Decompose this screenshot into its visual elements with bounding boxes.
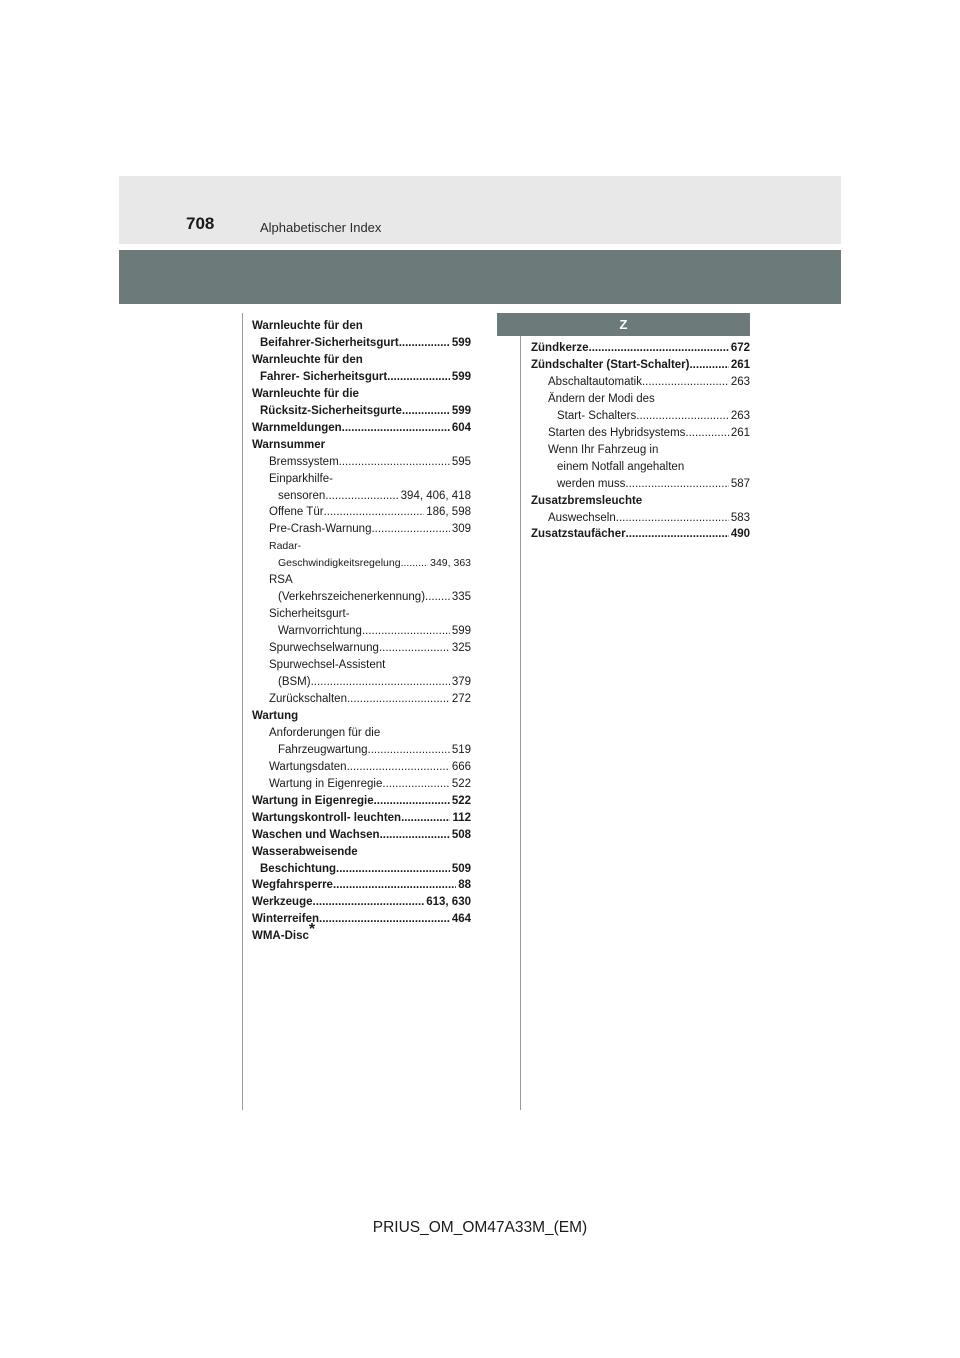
index-entry-page: 349, 363 bbox=[430, 557, 471, 570]
index-entry bbox=[531, 357, 750, 374]
dot-leader bbox=[636, 408, 729, 425]
dot-leader bbox=[401, 555, 429, 572]
index-entry-page: 464 bbox=[451, 913, 471, 926]
dot-leader bbox=[324, 504, 425, 521]
index-entry-term: (Verkehrszeichenerkennung) bbox=[278, 591, 426, 604]
index-entry bbox=[252, 844, 471, 861]
dot-leader bbox=[382, 776, 449, 793]
section-title: Alphabetischer Index bbox=[260, 220, 382, 235]
dot-leader bbox=[347, 691, 450, 708]
dot-leader bbox=[642, 374, 729, 391]
dot-leader bbox=[626, 526, 729, 543]
index-entry bbox=[252, 861, 471, 878]
index-entry bbox=[252, 725, 471, 742]
index-entry-page: 519 bbox=[451, 743, 471, 756]
dot-leader bbox=[402, 403, 450, 420]
page-number: 708 bbox=[186, 214, 215, 233]
dot-leader bbox=[401, 810, 450, 827]
dot-leader bbox=[325, 488, 398, 505]
header-band bbox=[119, 250, 841, 304]
index-entry-page: 309 bbox=[451, 523, 471, 536]
footnote-marker: * bbox=[308, 921, 316, 939]
dot-leader bbox=[313, 894, 425, 911]
index-entry-page: 272 bbox=[451, 692, 471, 705]
index-entry-term: Wartung bbox=[252, 709, 299, 722]
index-entry-term: Warnleuchte für den bbox=[252, 353, 363, 366]
index-entry-page: 335 bbox=[451, 591, 471, 604]
dot-leader bbox=[362, 623, 450, 640]
index-entry bbox=[531, 391, 750, 408]
index-entry-term: Ändern der Modi des bbox=[548, 392, 655, 405]
index-entry-term: Warnsummer bbox=[252, 438, 326, 451]
index-entry-page: 595 bbox=[451, 455, 471, 468]
index-entry-term: einem Notfall angehalten bbox=[557, 460, 685, 473]
index-column-right bbox=[531, 340, 750, 543]
dot-leader bbox=[387, 369, 450, 386]
dot-leader bbox=[347, 759, 450, 776]
index-entry bbox=[252, 623, 471, 640]
dot-leader bbox=[311, 674, 450, 691]
column-divider-right bbox=[520, 313, 521, 1110]
index-entry-page: 490 bbox=[730, 528, 750, 541]
index-entry-term: Beschichtung bbox=[260, 862, 337, 875]
index-entry-term: RSA bbox=[269, 574, 293, 587]
index-entry-term: Start- Schalters bbox=[557, 409, 637, 422]
index-entry-term: werden muss bbox=[557, 477, 626, 490]
dot-leader bbox=[371, 521, 449, 538]
index-entry bbox=[252, 877, 471, 894]
index-entry bbox=[252, 420, 471, 437]
index-entry bbox=[252, 572, 471, 589]
index-entry-term: Bremssystem bbox=[269, 455, 339, 468]
dot-leader bbox=[380, 827, 450, 844]
index-entry bbox=[252, 911, 471, 928]
index-entry-page: 522 bbox=[451, 794, 471, 807]
index-entry-term: Radar- bbox=[269, 540, 302, 553]
index-entry bbox=[252, 403, 471, 420]
dot-leader bbox=[319, 911, 450, 928]
index-entry bbox=[252, 454, 471, 471]
dot-leader bbox=[589, 340, 729, 357]
index-entry-term: Warnleuchte für den bbox=[252, 320, 363, 332]
index-entry-page: 186, 598 bbox=[426, 506, 471, 519]
index-entry bbox=[252, 691, 471, 708]
index-entry bbox=[252, 437, 471, 454]
index-entry-term: Pre-Crash-Warnung bbox=[269, 523, 372, 536]
dot-leader bbox=[689, 357, 728, 374]
index-entry-term: Zündschalter (Start-Schalter) bbox=[531, 358, 690, 371]
index-entry-page: 666 bbox=[451, 760, 471, 773]
index-entry bbox=[531, 526, 750, 543]
index-entry-term: (BSM) bbox=[278, 676, 311, 689]
index-entry-page: 599 bbox=[451, 625, 471, 638]
index-entry bbox=[252, 640, 471, 657]
dot-leader bbox=[336, 861, 450, 878]
index-entry-term: Wartungskontroll- leuchten bbox=[252, 811, 402, 824]
index-entry bbox=[252, 793, 471, 810]
dot-leader bbox=[374, 793, 450, 810]
index-entry-term: Wartung in Eigenregie bbox=[269, 777, 383, 790]
index-entry-term: Zusatzstaufächer bbox=[531, 528, 626, 541]
index-entry bbox=[252, 657, 471, 674]
document-footer: PRIUS_OM_OM47A33M_(EM) bbox=[372, 1219, 588, 1236]
dot-leader bbox=[379, 640, 450, 657]
index-entry bbox=[252, 776, 471, 793]
index-entry bbox=[252, 538, 471, 555]
index-entry-term: Wenn Ihr Fahrzeug in bbox=[548, 443, 659, 456]
index-entry-term: Auswechseln bbox=[548, 511, 616, 524]
index-entry bbox=[252, 589, 471, 606]
index-entry-page: 613, 630 bbox=[426, 896, 471, 909]
index-entry bbox=[531, 425, 750, 442]
index-entry-term: Fahrer- Sicherheitsgurt bbox=[260, 370, 388, 383]
index-entry bbox=[252, 810, 471, 827]
index-entry-term: Abschaltautomatik bbox=[548, 375, 642, 388]
dot-leader bbox=[425, 589, 450, 606]
index-entry-page: 522 bbox=[451, 777, 471, 790]
index-entry-term: Wartungsdaten bbox=[269, 760, 347, 773]
index-entry-term: Zurückschalten bbox=[269, 692, 347, 705]
index-column-left bbox=[252, 318, 471, 945]
index-entry-term: Warnvorrichtung bbox=[278, 625, 362, 638]
dot-leader bbox=[625, 476, 728, 493]
index-entry bbox=[252, 504, 471, 521]
dot-leader bbox=[399, 335, 450, 352]
index-entry-term: Fahrzeugwartung bbox=[278, 743, 368, 756]
header-top-band bbox=[119, 176, 841, 244]
index-entry-term: Wasserabweisende bbox=[252, 845, 358, 858]
index-entry-term: Zündkerze bbox=[531, 342, 589, 354]
index-entry-term: sensoren bbox=[278, 489, 326, 502]
index-entry-term: Rücksitz-Sicherheitsgurte bbox=[260, 404, 402, 417]
index-entry bbox=[252, 386, 471, 403]
index-entry-term: Beifahrer-Sicherheitsgurt bbox=[260, 336, 399, 349]
index-entry bbox=[252, 318, 471, 335]
index-entry bbox=[252, 742, 471, 759]
index-entry bbox=[531, 340, 750, 357]
index-entry-page: 394, 406, 418 bbox=[400, 489, 471, 502]
index-entry-page: 261 bbox=[730, 358, 750, 371]
index-entry-page: 672 bbox=[730, 342, 750, 354]
index-entry bbox=[252, 488, 471, 505]
index-entry-term: Werkzeuge bbox=[252, 896, 313, 909]
index-entry bbox=[531, 459, 750, 476]
column-divider-left bbox=[242, 313, 243, 1110]
index-entry-term: Anforderungen für die bbox=[269, 726, 381, 739]
index-entry bbox=[252, 827, 471, 844]
index-entry-term: Wartung in Eigenregie bbox=[252, 794, 374, 807]
index-entry bbox=[252, 471, 471, 488]
dot-leader bbox=[368, 742, 450, 759]
index-entry-page: 88 bbox=[458, 879, 471, 892]
index-entry bbox=[531, 476, 750, 493]
index-entry bbox=[252, 352, 471, 369]
index-entry bbox=[252, 674, 471, 691]
index-entry bbox=[531, 374, 750, 391]
index-entry-page: 599 bbox=[451, 404, 471, 417]
index-entry-term: Zusatzbremsleuchte bbox=[531, 494, 643, 507]
index-entry-term: Warnmeldungen bbox=[252, 421, 342, 434]
index-entry-page: 604 bbox=[451, 421, 471, 434]
index-entry bbox=[252, 335, 471, 352]
index-entry-term: WMA-Disc bbox=[252, 930, 309, 943]
index-entry bbox=[531, 408, 750, 425]
index-entry-page: 599 bbox=[451, 370, 471, 383]
index-entry-page: 587 bbox=[730, 477, 750, 490]
index-entry-term: Winterreifen bbox=[252, 913, 319, 926]
index-entry bbox=[252, 369, 471, 386]
index-entry bbox=[252, 708, 471, 725]
index-entry-page: 112 bbox=[452, 811, 471, 824]
index-entry-term: Geschwindigkeitsregelung bbox=[278, 557, 401, 570]
index-entry-term: Starten des Hybridsystems bbox=[548, 426, 686, 439]
index-entry bbox=[531, 510, 750, 527]
index-entry-term: Spurwechselwarnung bbox=[269, 642, 379, 655]
index-entry-page: 379 bbox=[451, 676, 471, 689]
index-entry-page: 263 bbox=[730, 409, 750, 422]
letter-heading-z: Z bbox=[497, 313, 750, 336]
dot-leader bbox=[685, 425, 728, 442]
index-entry-page: 325 bbox=[451, 642, 471, 655]
dot-leader bbox=[339, 454, 450, 471]
index-entry bbox=[252, 894, 471, 911]
index-entry-term: Offene Tür bbox=[269, 506, 324, 519]
index-entry-page: 583 bbox=[730, 511, 750, 524]
index-entry bbox=[531, 442, 750, 459]
index-entry-term: Spurwechsel-Assistent bbox=[269, 659, 386, 672]
index-entry-term: Sicherheitsgurt- bbox=[269, 608, 350, 621]
index-entry-term: Einparkhilfe- bbox=[269, 472, 333, 485]
dot-leader bbox=[342, 420, 450, 437]
dot-leader bbox=[333, 877, 456, 894]
index-entry-term: Waschen und Wachsen bbox=[252, 828, 380, 841]
index-entry-page: 508 bbox=[451, 828, 471, 841]
index-entry-page: 599 bbox=[451, 336, 471, 349]
index-entry-page: 261 bbox=[730, 426, 750, 439]
index-entry-term: Warnleuchte für die bbox=[252, 387, 359, 400]
index-entry bbox=[252, 555, 471, 572]
index-entry-term: Wegfahrsperre bbox=[252, 879, 333, 892]
index-entry-page: 509 bbox=[451, 862, 471, 875]
index-entry bbox=[252, 921, 471, 945]
index-entry bbox=[531, 493, 750, 510]
dot-leader bbox=[616, 510, 729, 527]
index-entry bbox=[252, 521, 471, 538]
index-entry bbox=[252, 759, 471, 776]
index-entry-page: 263 bbox=[730, 375, 750, 388]
index-entry bbox=[252, 606, 471, 623]
